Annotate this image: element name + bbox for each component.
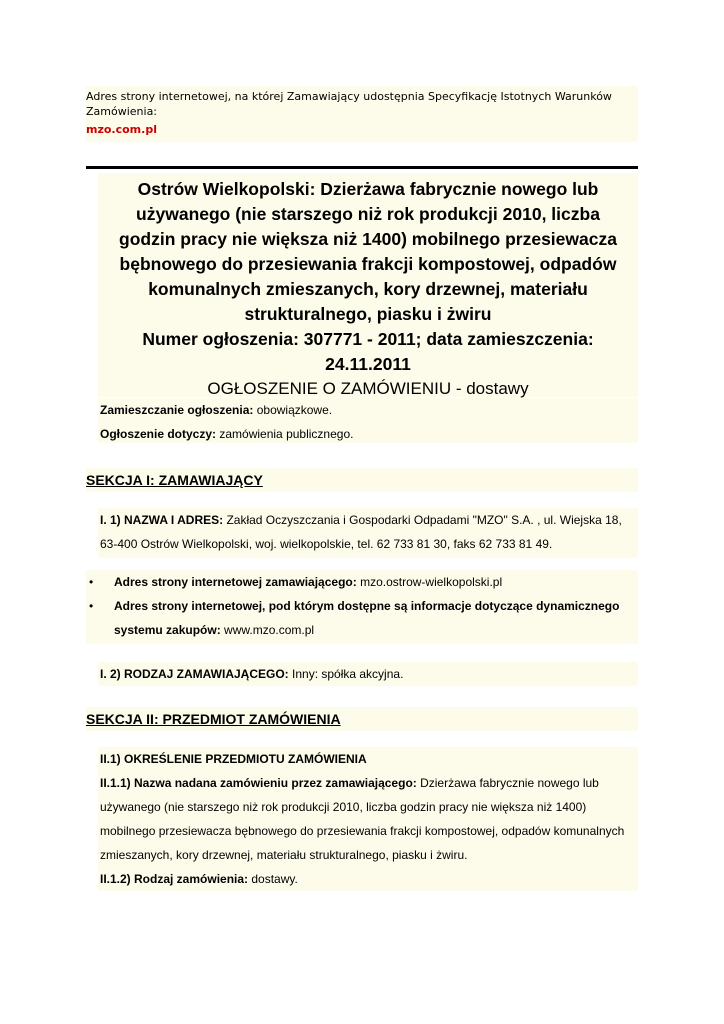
address-label: I. 1) NAZWA I ADRES: — [100, 513, 224, 527]
placement-value: obowiązkowe. — [253, 403, 333, 417]
notice-title-block — [98, 173, 638, 397]
siwz-intro-text: Adres strony internetowej, na której Zamawiający udostępnia Specyfikację Istotnych Warunków Zamówienia: — [86, 90, 612, 118]
order-type-row — [100, 867, 638, 891]
concerns-row — [100, 422, 638, 446]
list-item — [86, 594, 638, 642]
authority-links-list — [86, 570, 638, 644]
concerns-value: zamówienia publicznego. — [216, 427, 354, 441]
order-subject-subheading: II.1) OKREŚLENIE PRZEDMIOTU ZAMÓWIENIA — [100, 752, 367, 766]
notice-kind: OGŁOSZENIE O ZAMÓWIENIU - dostawy — [207, 379, 529, 398]
bullet-icon: • — [89, 575, 94, 589]
contracting-authority-address — [98, 508, 638, 558]
siwz-url-block — [86, 86, 638, 142]
notice-meta — [98, 398, 638, 443]
order-type-value: dostawy. — [248, 872, 298, 886]
order-name-value: Dzierżawa fabrycznie nowego lub używanego (nie starszego niż rok produkcji 2010, liczba godzin pracy nie większa niż 1400) mobilnego przesiewacza bębnowego do przesiewania frakcji kompostowej, odpadów komunalnych zmieszanych, kory drzewnej, materiału strukturalnego, piasku i żwiru. — [100, 776, 625, 862]
section2-heading: SEKCJA II: PRZEDMIOT ZAMÓWIENIA — [86, 707, 638, 731]
order-type-label: II.1.2) Rodzaj zamówienia: — [100, 872, 249, 886]
authority-type-value: Inny: spółka akcyjna. — [288, 667, 404, 681]
section1-heading: SEKCJA I: ZAMAWIAJĄCY — [86, 468, 638, 492]
bullet-value[interactable]: www.mzo.com.pl — [220, 623, 315, 637]
notice-title: Ostrów Wielkopolski: Dzierżawa fabrycznie nowego lub używanego (nie starszego niż rok produkcji 2010, liczba godzin pracy nie większa niż 1400) mobilnego przesiewacza bębnowego do przesiewania frakcji kompostowej, odpadów komunalnych zmieszanych, kory drzewnej, materiału strukturalnego, piasku i żwiru — [119, 179, 617, 324]
concerns-label: Ogłoszenie dotyczy: — [100, 427, 217, 441]
bullet-value[interactable]: mzo.ostrow-wielkopolski.pl — [356, 575, 503, 589]
bullet-label: Adres strony internetowej zamawiającego: — [114, 575, 357, 589]
notice-number: Numer ogłoszenia: 307771 - 2011; data zamieszczenia: 24.11.2011 — [142, 329, 594, 374]
bullet-icon: • — [89, 599, 94, 613]
order-subject-block — [98, 747, 638, 891]
order-name-row — [100, 771, 638, 867]
authority-type-label: I. 2) RODZAJ ZAMAWIAJĄCEGO: — [100, 667, 289, 681]
placement-row — [100, 398, 638, 422]
list-item — [86, 570, 638, 594]
placement-label: Zamieszczanie ogłoszenia: — [100, 403, 254, 417]
order-name-label: II.1.1) Nazwa nadana zamówieniu przez zamawiającego: — [100, 776, 417, 790]
address-value: Zakład Oczyszczania i Gospodarki Odpadami "MZO" S.A. , ul. Wiejska 18, 63-400 Ostrów Wielkopolski, woj. wielkopolskie, tel. 62 733 81 30, faks 62 733 81 49. — [100, 513, 622, 551]
siwz-link[interactable]: mzo.com.pl — [86, 123, 157, 136]
title-divider — [86, 166, 638, 169]
authority-type — [98, 662, 638, 686]
bullet-label: Adres strony internetowej, pod którym dostępne są informacje dotyczące dynamicznego systemu zakupów: — [114, 599, 620, 637]
